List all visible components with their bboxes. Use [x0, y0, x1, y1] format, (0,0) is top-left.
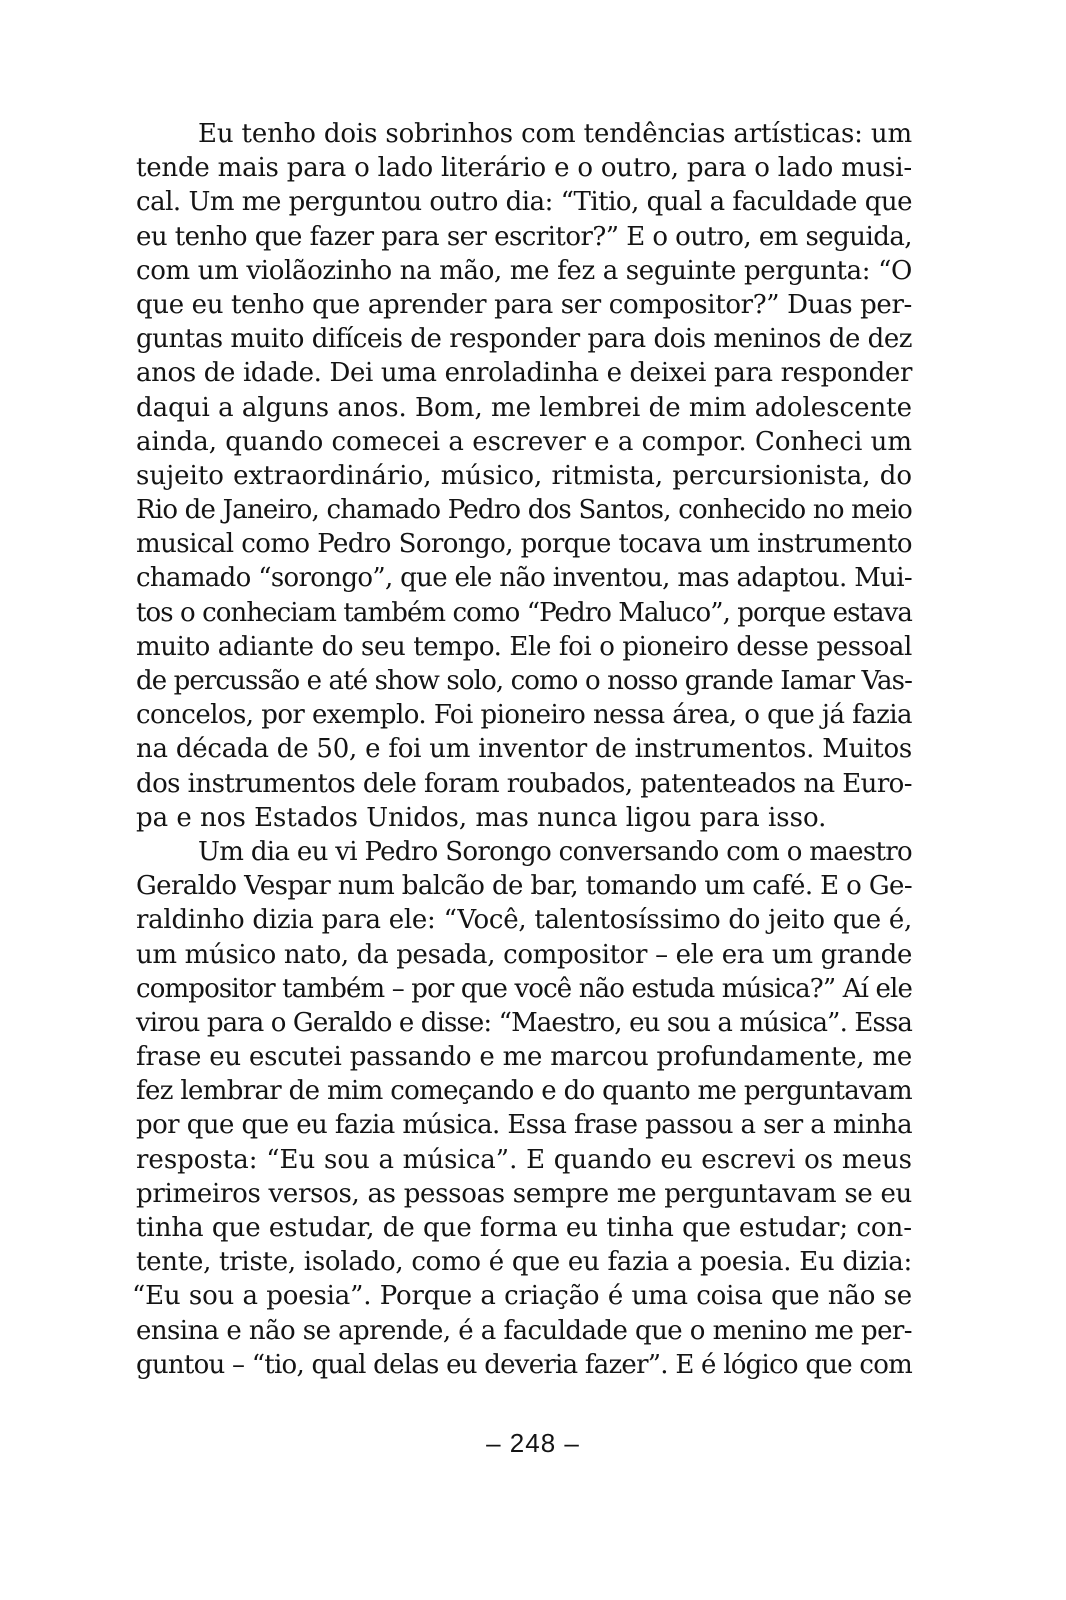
text-line: pa e nos Estados Unidos, mas nunca ligou para isso.: [136, 802, 827, 833]
text-line: resposta: “Eu sou a música”. E quando eu escrevi os meus: [136, 1144, 912, 1175]
text-line: musical como Pedro Sorongo, porque tocava um instrumento: [136, 529, 912, 560]
text-line: Geraldo Vespar num balcão de bar, tomando um café. E o Ge-: [136, 871, 912, 902]
page-number: – 248 –: [486, 1428, 580, 1458]
text-line: tente, triste, isolado, como é que eu fazia a poesia. Eu dizia:: [136, 1247, 912, 1278]
text-line: de percussão e até show solo, como o nosso grande Iamar Vas-: [136, 666, 912, 696]
paragraph: [132, 835, 913, 1382]
text-line: raldinho dizia para ele: “Você, talentosíssimo do jeito que é,: [136, 905, 913, 936]
text-line: daqui a alguns anos. Bom, me lembrei de mim adolescente: [136, 392, 912, 423]
text-line: fez lembrar de mim começando e do quanto me perguntavam: [136, 1076, 913, 1107]
text-line: guntou – “tio, qual delas eu deveria fazer”. E é lógico que com: [136, 1349, 912, 1380]
text-line: com um violãozinho na mão, me fez a seguinte pergunta: “O: [136, 255, 912, 286]
text-line: tende mais para o lado literário e o outro, para o lado musi-: [136, 153, 913, 184]
text-line: cal. Um me perguntou outro dia: “Titio, qual a faculdade que: [136, 187, 912, 218]
text-line: muito adiante do seu tempo. Ele foi o pioneiro desse pessoal: [136, 631, 912, 662]
text-line: Um dia eu vi Pedro Sorongo conversando com o maestro: [198, 836, 913, 867]
text-line: eu tenho que fazer para ser escritor?” E o outro, em seguida,: [136, 221, 912, 252]
text-line: Rio de Janeiro, chamado Pedro dos Santos, conhecido no meio: [136, 495, 913, 526]
text-line: Eu tenho dois sobrinhos com tendências artísticas: um: [198, 119, 913, 149]
text-line: dos instrumentos dele foram roubados, patenteados na Euro-: [136, 768, 912, 799]
paragraph: [136, 117, 912, 835]
body-text: [132, 117, 913, 1382]
text-line: “Eu sou a poesia”. Porque a criação é uma coisa que não se: [132, 1281, 912, 1312]
text-line: por que que eu fazia música. Essa frase passou a ser a minha: [136, 1110, 913, 1141]
text-line: ainda, quando comecei a escrever e a compor. Conheci um: [136, 426, 912, 457]
text-line: concelos, por exemplo. Foi pioneiro nessa área, o que já fazia: [136, 700, 912, 731]
text-line: tos o conheciam também como “Pedro Maluco”, porque estava: [136, 597, 912, 628]
text-line: ensina e não se aprende, é a faculdade que o menino me per-: [136, 1315, 912, 1346]
text-line: compositor também – por que você não estuda música?” Aí ele: [136, 973, 912, 1004]
text-line: tinha que estudar, de que forma eu tinha que estudar; con-: [136, 1213, 912, 1243]
text-line: que eu tenho que aprender para ser compositor?” Duas per-: [136, 289, 912, 320]
text-line: anos de idade. Dei uma enroladinha e deixei para responder: [136, 358, 913, 389]
text-line: frase eu escutei passando e me marcou profundamente, me: [136, 1042, 912, 1073]
text-line: um músico nato, da pesada, compositor – ele era um grande: [136, 939, 912, 970]
text-line: chamado “sorongo”, que ele não inventou, mas adaptou. Mui-: [136, 563, 913, 594]
text-line: na década de 50, e foi um inventor de instrumentos. Muitos: [136, 734, 912, 765]
text-line: virou para o Geraldo e disse: “Maestro, eu sou a música”. Essa: [136, 1007, 913, 1038]
text-line: guntas muito difíceis de responder para dois meninos de dez: [136, 324, 913, 355]
text-line: primeiros versos, as pessoas sempre me perguntavam se eu: [136, 1178, 913, 1209]
text-line: sujeito extraordinário, músico, ritmista, percursionista, do: [136, 460, 912, 491]
